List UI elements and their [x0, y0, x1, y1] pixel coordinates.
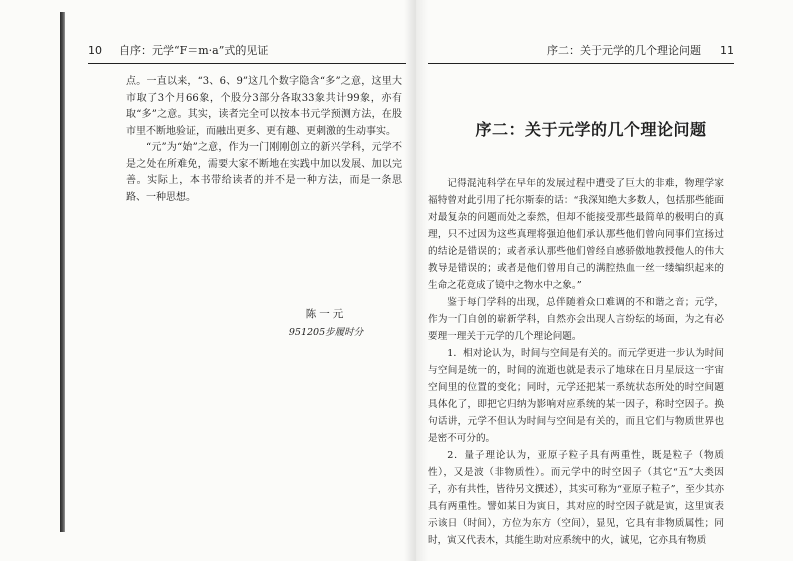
right-paragraph-4: 2．量子理论认为，亚原子粒子具有两重性，既是粒子（物质性），又是波（非物质性）。而元学中的时空因子（其它“五”大类因子，亦有共性，皆待另文撰述），其实可称为“亚原子粒子”，至少其亦具有两重性。譬如某日为寅日，其对应的时空因子就是寅，这里寅表示该日（时间），方位为东方（空间），显见，它具有非物质属性；同时，寅又代表木，其能生助对应系统中的火，诚见，它亦具有物质 — [428, 450, 724, 546]
left-page-number: 10 — [88, 44, 102, 57]
right-body-text — [428, 175, 724, 549]
left-paragraph-2: “元”为“始”之意，作为一门刚刚创立的新兴学科，元学不是之处在所难免，需要大家不断地在实践中加以发展、加以完善。实际上，本书带给读者的并不是一种方法，而是一条思路、一种思想。 — [126, 142, 402, 203]
right-page-number: 11 — [720, 44, 734, 57]
signature-date: 951205步履时分 — [288, 327, 364, 338]
author-signature: 陈一元 — [305, 308, 347, 320]
right-running-head — [547, 44, 734, 58]
left-running-head — [88, 44, 268, 58]
right-paragraph-3: 1．相对论认为，时间与空间是有关的。而元学更进一步认为时间与空间是统一的，时间的流逝也就是表示了地球在日月星辰这一宇宙空间里的位置的变化；同时，元学还把某一系统状态所处的时空间题具体化了，即把它归纳为影响对应系统的某一因子，称时空因子。换句话讲，元学不但认为时间与空间是有关的，而且它们与物质世界也是密不可分的。 — [428, 348, 724, 444]
book-gutter-shadow — [404, 0, 428, 561]
right-paragraph-1: 记得混沌科学在早年的发展过程中遭受了巨大的非难，物理学家福特曾对此引用了托尔斯泰的话：“我深知绝大多数人，包括那些能面对最复杂的问题而处之泰然，但却不能接受那些最简单的极明白的真理，只不过因为这些真理将强迫他们承认那些他们曾向同事们宣扬过的结论是错误的；或者承认那些他们曾经自感骄傲地教授他人的伟大教导是错误的；或者是他们曾用自己的满腔热血一丝一缕编织起来的生命之花竟成了镜中之物水中之象。” — [428, 178, 724, 291]
chapter-title: 序二：关于元学的几个理论问题 — [475, 120, 707, 139]
book-spine-edge — [60, 12, 65, 532]
left-paragraph-1: 点。一直以来，“3、6、9”这几个数字隐含“多”之意，这里大市取了3个月66象，个股分3部分各取33象共计99象，亦有取“多”之意。其实，读者完全可以按本书元学预测方法，在股市里不断地验证，而融出更多、更有趣、更刺激的生动事实。 — [126, 76, 402, 137]
left-running-head-title: 自序：元学“F＝m·a”式的见证 — [119, 44, 269, 57]
left-page — [66, 0, 406, 561]
right-page — [428, 0, 748, 561]
left-header-rule — [88, 63, 406, 64]
right-running-head-title: 序二：关于元学的几个理论问题 — [547, 44, 701, 57]
left-body-text — [126, 74, 402, 206]
right-paragraph-2: 鉴于每门学科的出现，总伴随着众口难调的不和谐之音；元学，作为一门自创的崭新学科，自然亦会出现人言纷纭的场面，为之有必要理一理关于元学的几个理论问题。 — [428, 297, 724, 342]
right-header-rule — [428, 63, 734, 64]
